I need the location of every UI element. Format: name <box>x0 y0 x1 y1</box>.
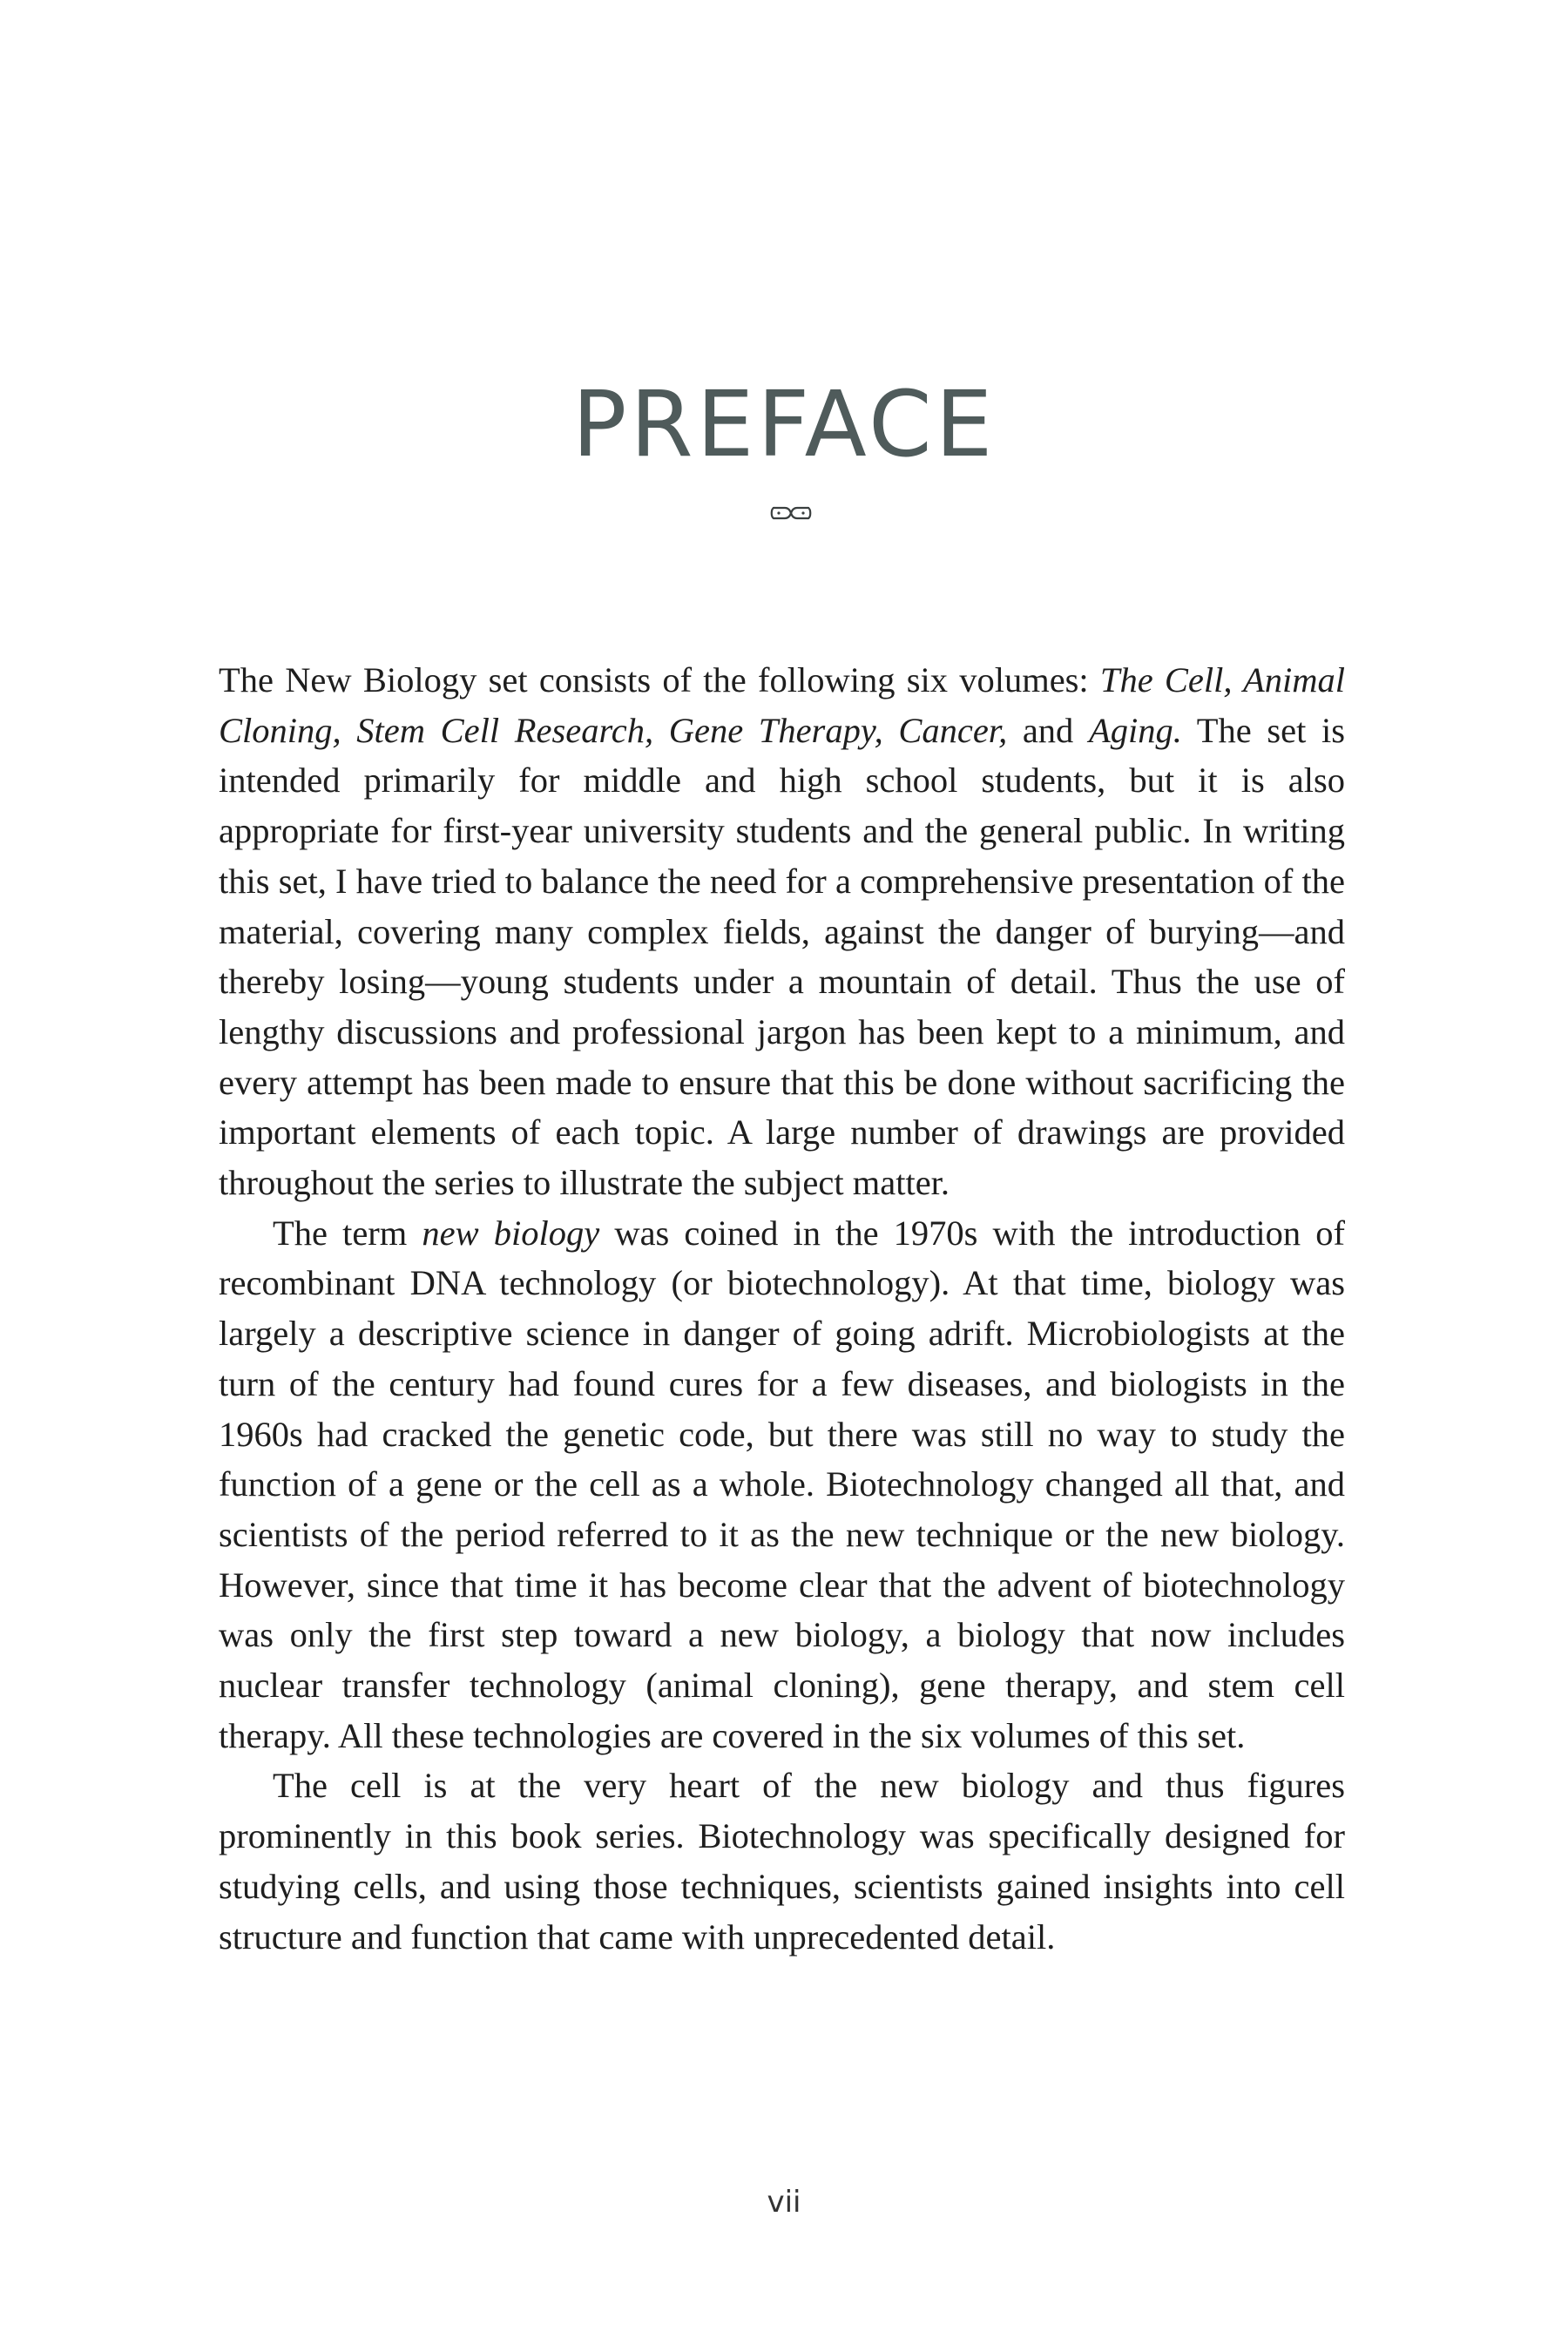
paragraph-2-text-b: was coined in the 1970s with the introduction of recombinant DNA technology (or biotechnology). At that time, biology was largely a descriptive science in danger of going adrift. Microbiologists at the turn of the century had found cures for a few diseases, and biologists in the 1960s had cracked the genetic code, but there was still no way to study the function of a gene or the cell as a whole. Biotechnology changed all that, and scientists of the period referred to it as the new technique or the new biology. However, since that time it has become clear that the advent of biotechnology was only the first step toward a new biology, a biology that now includes nuclear transfer technology (animal cloning), gene therapy, and stem cell therapy. All these technologies are covered in the six volumes of this set. <box>219 1213 1345 1755</box>
paragraph-1-text-a: The New Biology set consists of the following six volumes: <box>219 660 1100 700</box>
paragraph-1-text-c: The set is intended primarily for middle and high school students, but it is also appropriate for first-year university students and the general public. In writing this set, I have tried to balance the need for a comprehensive presentation of the material, covering many complex fields, against the danger of burying—and thereby losing—young students under a mountain of detail. Thus the use of lengthy discussions and professional jargon has been kept to a minimum, and every attempt has been made to ensure that this be done without sacrificing the important elements of each topic. A large number of drawings are provided throughout the series to illustrate the subject matter. <box>219 710 1345 1203</box>
paragraph-1 <box>219 655 1345 1208</box>
paragraph-3: The cell is at the very heart of the new biology and thus figures prominently in this book series. Biotechnology was specifically designed for studying cells, and using those techniques, scientists gained insights into cell structure and function that came with unprecedented detail. <box>219 1766 1345 1957</box>
volume-title-aging: Aging. <box>1088 710 1182 750</box>
paragraph-1-text-b: and <box>1007 710 1089 750</box>
chapter-title: PREFACE <box>571 371 997 477</box>
page-number: vii <box>767 2185 801 2220</box>
knot-ornament-icon <box>769 500 813 526</box>
volume-titles: The Cell, Animal Cloning, Stem Cell Research, Gene Therapy, Cancer, <box>219 660 1345 750</box>
paragraph-2-text-a: The term <box>273 1213 422 1253</box>
term-new-biology: new biology <box>422 1213 600 1253</box>
preface-body <box>219 655 1345 1962</box>
paragraph-2 <box>219 1208 1345 1761</box>
